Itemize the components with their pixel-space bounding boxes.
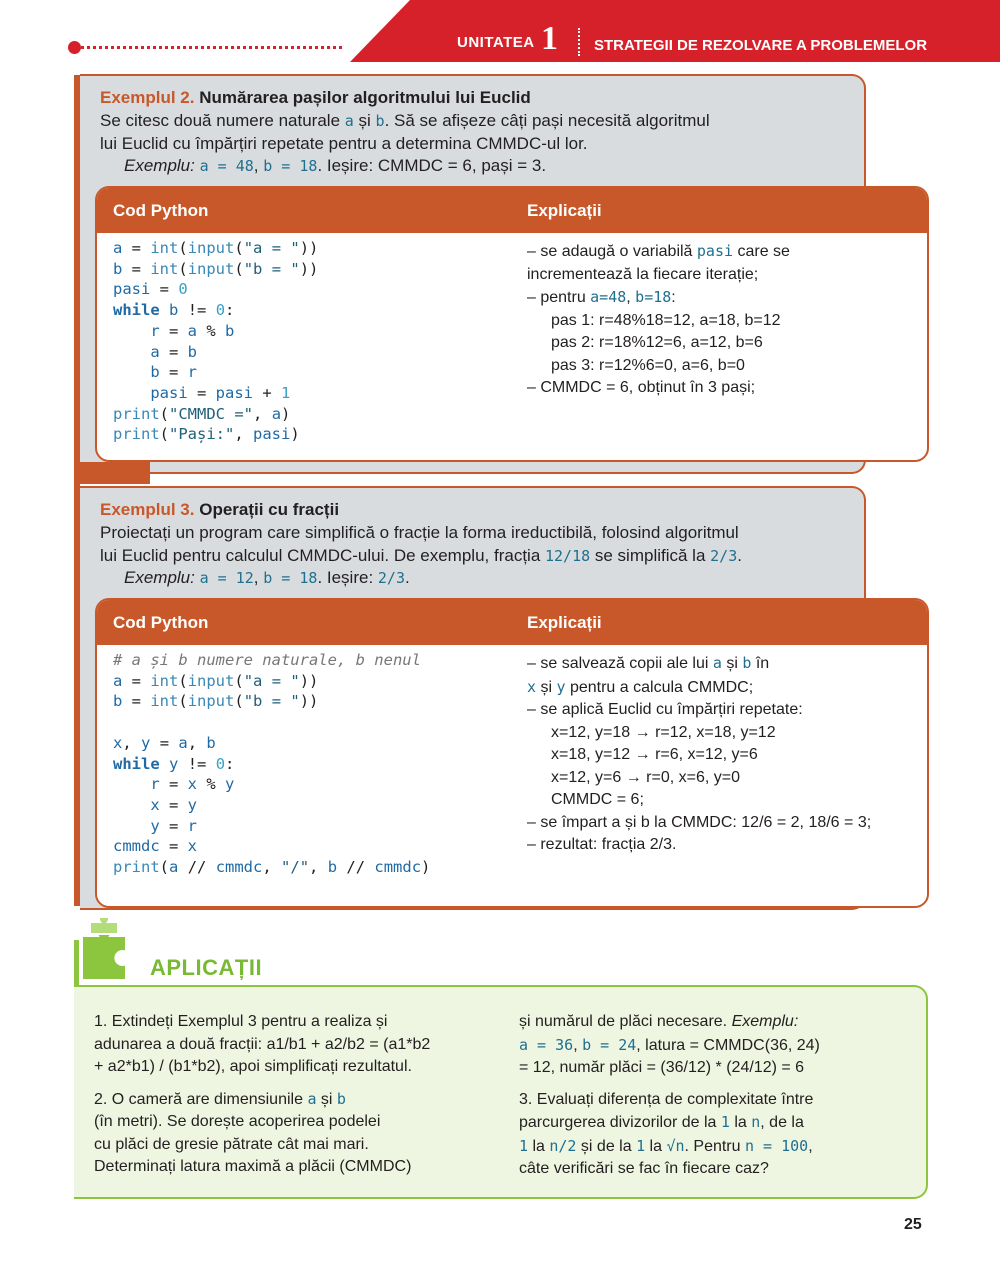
text: se simplifică la bbox=[590, 545, 711, 565]
text: – se salvează copii ale lui bbox=[527, 655, 713, 672]
example2-code-box bbox=[95, 186, 929, 462]
applications-title: APLICAȚII bbox=[150, 955, 263, 980]
expl-header: Explicații bbox=[527, 613, 602, 632]
code-header: Cod Python bbox=[113, 201, 209, 220]
code-inline: pasi bbox=[696, 242, 734, 260]
example-label: Exemplu: bbox=[731, 1013, 799, 1030]
code-inline: 1 bbox=[636, 1136, 646, 1155]
code-inline: x bbox=[527, 677, 537, 696]
text: x=18, y=12 → r=6, x=12, y=6 bbox=[551, 746, 758, 763]
text: adunarea a două fracții: a1/b1 + a2/b2 = (a1*b2 bbox=[94, 1035, 431, 1053]
code-inline: n bbox=[751, 1113, 761, 1131]
text: + a2*b1) / (b1*b2), apoi simplificați rezultatul. bbox=[94, 1058, 412, 1075]
text: – rezultat: fracția 2/3. bbox=[527, 836, 677, 853]
text: – se aplică Euclid cu împărțiri repetate: bbox=[527, 701, 803, 718]
code-inline: n = 100 bbox=[744, 1136, 809, 1155]
header-separator bbox=[578, 28, 580, 56]
text: și bbox=[353, 111, 376, 130]
text: la bbox=[645, 1137, 667, 1155]
text: . Ieșire: CMMDC = 6, pași = 3. bbox=[317, 156, 547, 175]
text: câte verificări se fac în fiecare caz? bbox=[519, 1160, 769, 1177]
code-inline: b = 18 bbox=[263, 569, 318, 587]
code-inline: 12/18 bbox=[545, 546, 591, 565]
example2-heading: Numărarea pașilor algoritmului lui Euclid bbox=[199, 88, 531, 107]
text: pas 3: r=12%6=0, a=6, b=0 bbox=[551, 356, 745, 374]
example3-label: Exemplul 3. bbox=[100, 500, 195, 519]
text: – se împart a și b la CMMDC: 12/6 = 2, 18/6 = 3; bbox=[527, 813, 872, 831]
code-inline: b=18 bbox=[635, 288, 672, 306]
text: la bbox=[729, 1114, 752, 1131]
text: și bbox=[721, 655, 743, 672]
example3-heading: Operații cu fracții bbox=[199, 500, 340, 519]
example-label: Exemplu: bbox=[124, 568, 195, 587]
code-inline: 1 bbox=[519, 1136, 529, 1155]
section-connector bbox=[74, 462, 150, 484]
code-inline: y bbox=[556, 677, 566, 696]
code-inline: a = 48 bbox=[199, 157, 254, 175]
code-inline: a bbox=[344, 112, 354, 130]
applications-left-column bbox=[94, 1011, 494, 1179]
text: , de la bbox=[760, 1114, 804, 1131]
code-inline: b = 18 bbox=[263, 157, 318, 175]
applications-right-column: și numărul de plăci necesare. Exemplu: a = 36, b = 24, latura = CMMDC(36, 24) = 12, număr plăci = (36/12) * (24/12) = 6 3. Evaluați diferența de complexitate între parcurgerea divizorilor de la 1 la n, de la 1 la n/2 și de la 1 la √n. Pentru n = 100, câte verificări se fac în fiecare caz? bbox=[519, 1011, 919, 1181]
page-number: 25 bbox=[904, 1216, 922, 1233]
text: 2. O cameră are dimensiunile bbox=[94, 1090, 308, 1108]
text: 1. Extindeți Exemplul 3 pentru a realiza și bbox=[94, 1013, 388, 1030]
code-inline: a = 12 bbox=[199, 569, 254, 587]
code-inline: a = 36 bbox=[519, 1035, 574, 1054]
header-dot bbox=[68, 41, 81, 54]
code-inline: a=48 bbox=[590, 288, 627, 306]
text: (în metri). Se dorește acoperirea podelei bbox=[94, 1113, 381, 1130]
text: , latura = CMMDC(36, 24) bbox=[636, 1036, 820, 1054]
code-inline: n/2 bbox=[549, 1136, 577, 1155]
code-inline: a bbox=[712, 654, 722, 672]
text: – CMMDC = 6, obținut în 3 pași; bbox=[527, 379, 756, 396]
text: în bbox=[751, 655, 770, 672]
unit-label: UNITATEA bbox=[457, 34, 535, 51]
code-header: Cod Python bbox=[113, 613, 209, 632]
code-inline: b bbox=[375, 112, 385, 130]
example2-label: Exemplul 2. bbox=[100, 88, 195, 107]
code-inline: √n bbox=[666, 1136, 685, 1155]
example2-explanations: – se adaugă o variabilă pasi care se incrementează la fiecare iterație; – pentru a=48, b=18: pas 1: r=48%18=12, a=18, b=12 pas 2: r=18%12=6, a=12, b=6 pas 3: r=12%6=0, a=6, b=0 – CMMDC = 6, obținut în 3 pași; bbox=[527, 240, 917, 400]
text: 3. Evaluați diferența de complexitate între bbox=[519, 1090, 814, 1108]
text: – pentru bbox=[527, 289, 591, 306]
code-box-header bbox=[97, 600, 927, 645]
text: și de la bbox=[576, 1137, 637, 1155]
unit-number: 1 bbox=[541, 20, 558, 57]
text: . Ieșire: bbox=[317, 568, 378, 587]
text: pas 1: r=48%18=12, a=18, b=12 bbox=[551, 311, 781, 329]
chapter-title: STRATEGII DE REZOLVARE A PROBLEMELOR bbox=[594, 37, 928, 54]
code-inline: b = 24 bbox=[582, 1035, 637, 1054]
header-dotted-line bbox=[74, 46, 342, 49]
code-inline: 2/3 bbox=[377, 569, 405, 587]
example3-code: # a și b numere naturale, b nenul a = int(input("a = ")) b = int(input("b = ")) x, y = a, b while y != 0: r = x % y x = y y = r cmmdc = x print(a // cmmdc, "/", b // cmmdc) bbox=[113, 651, 431, 877]
text: pas 2: r=18%12=6, a=12, b=6 bbox=[551, 334, 763, 351]
text: Proiectați un program care simplifică o fracție la forma ireductibilă, folosind algoritmul bbox=[100, 523, 739, 542]
text: pentru a calcula CMMDC; bbox=[565, 678, 754, 696]
text: . Pentru bbox=[684, 1137, 745, 1155]
text: lui Euclid pentru calculul CMMDC-ului. De exemplu, fracția bbox=[100, 545, 545, 565]
code-inline: a bbox=[307, 1089, 317, 1108]
text: x=12, y=18 → r=12, x=18, y=12 bbox=[551, 723, 776, 741]
text: și numărul de plăci necesare. bbox=[519, 1013, 732, 1030]
text: incrementează la fiecare iterație; bbox=[527, 265, 759, 283]
text: Se citesc două numere naturale bbox=[100, 111, 345, 130]
text: și bbox=[316, 1090, 337, 1108]
example2-code: a = int(input("a = ")) b = int(input("b = ")) pasi = 0 while b != 0: r = a % b a = b b = r pasi = pasi + 1 print("CMMDC =", a) print("Pași:", pasi) bbox=[113, 239, 319, 444]
text: . Să se afișeze câți pași necesită algoritmul bbox=[384, 111, 710, 130]
text: la bbox=[528, 1137, 550, 1155]
example3-explanations bbox=[527, 652, 922, 857]
text: cu plăci de gresie pătrate cât mai mari. bbox=[94, 1135, 369, 1153]
text: lui Euclid cu împărțiri repetate pentru a determina CMMDC-ul lor. bbox=[100, 133, 588, 153]
example3-description: Proiectați un program care simplifică o fracție la forma ireductibilă, folosind algoritmul lui Euclid pentru calculul CMMDC-ului. De exemplu, fracția 12/18 se simplifică la 2/3. Exemplu: a = 12, b = 18. Ieșire: 2/3. bbox=[100, 522, 860, 590]
example3-title bbox=[100, 500, 339, 520]
example3-code-box bbox=[95, 598, 929, 908]
expl-header: Explicații bbox=[527, 201, 602, 220]
text: CMMDC = 6; bbox=[551, 791, 644, 808]
text: care se bbox=[733, 243, 790, 260]
code-inline: 2/3 bbox=[710, 546, 738, 565]
text: Determinați latura maximă a plăcii (CMMDC) bbox=[94, 1158, 412, 1175]
text: – se adaugă o variabilă bbox=[527, 243, 697, 260]
puzzle-icon bbox=[78, 918, 138, 982]
example2-description: Se citesc două numere naturale a și b. Să se afișeze câți pași necesită algoritmul lui Euclid cu împărțiri repetate pentru a determina CMMDC-ul lor. Exemplu: a = 48, b = 18. Ieșire: CMMDC = 6, pași = 3. bbox=[100, 110, 840, 178]
example-label: Exemplu: bbox=[124, 156, 195, 175]
code-inline: b bbox=[336, 1089, 346, 1108]
example2-title bbox=[100, 88, 531, 108]
code-inline: 1 bbox=[720, 1113, 730, 1131]
text: și bbox=[536, 678, 557, 696]
text: x=12, y=6 → r=0, x=6, y=0 bbox=[551, 768, 740, 786]
code-inline: b bbox=[742, 654, 752, 672]
text: parcurgerea divizorilor de la bbox=[519, 1114, 721, 1131]
code-box-header bbox=[97, 188, 927, 233]
text: = 12, număr plăci = (36/12) * (24/12) = 6 bbox=[519, 1059, 805, 1076]
